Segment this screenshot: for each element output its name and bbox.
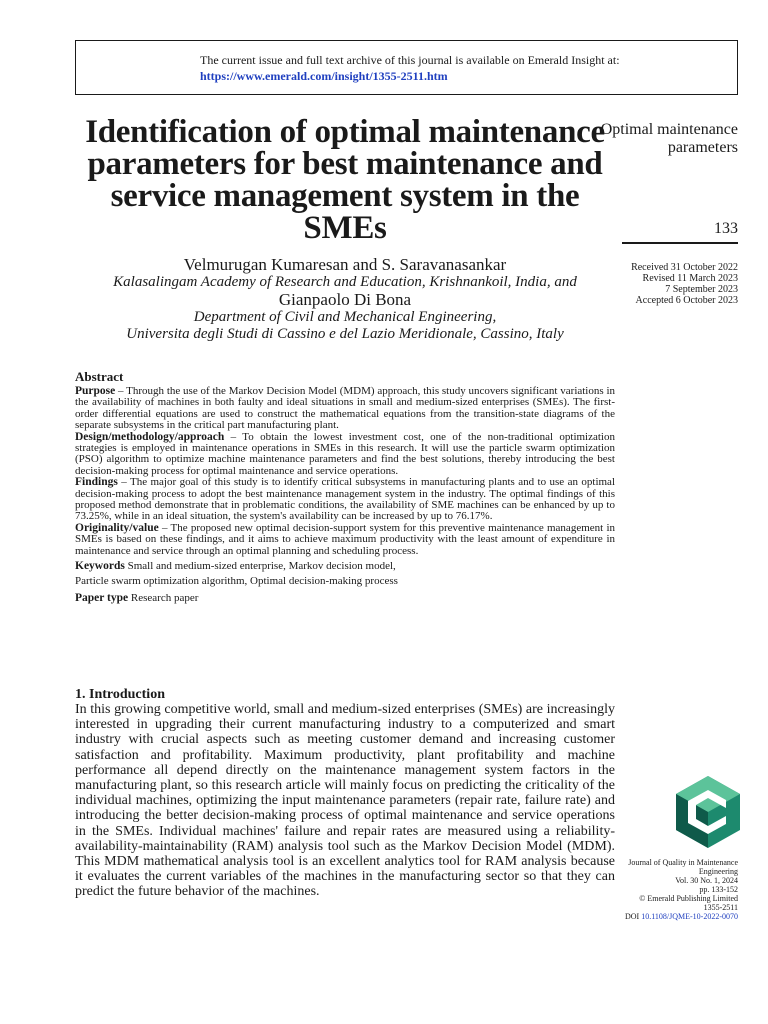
author-affiliation-2b: Universita degli Studi di Cassino e del Lazio Meridionale, Cassino, Italy: [126, 326, 564, 342]
abstract-purpose: [75, 386, 615, 432]
journal-info: [608, 858, 738, 921]
author-affiliation-2: Department of Civil and Mechanical Engineering,: [193, 309, 497, 325]
emerald-logo-icon: [676, 776, 740, 848]
abstract-section: [75, 370, 615, 606]
findings-text: – The major goal of this study is to identify critical subsystems in manufacturing plants and to use an optimal decision-making process to adopt the best maintenance management system in the industry. The optimal findings of this proposed method demonstrate that in problematic conditions, the availability of SME machines can be enhanced by up to 73.25%, while in an ideal situation, the system's availability can be increased by up to 76.17%.: [75, 476, 615, 523]
author-names-1: Velmurugan Kumaresan and S. Saravanasankar: [183, 255, 507, 274]
design-label: Design/methodology/approach: [75, 430, 225, 443]
originality-label: Originality/value: [75, 521, 159, 534]
author-affiliation-1: Kalasalingam Academy of Research and Education, Krishnankoil, India, and: [113, 274, 577, 290]
purpose-text: – Through the use of the Markov Decision Model (MDM) approach, this study uncovers significant variations in the availability of machines in both faulty and ideal situations in small and medium-sized enterprises (SMEs). The first-order differential equations are used to construct the mathematical equations from the transition-state diagrams of the separate subsystems in the critical part manufacturing plant.: [75, 385, 615, 432]
abstract-paper-type: [75, 591, 615, 606]
article-dates: [578, 262, 738, 306]
journal-notice-box: [75, 40, 738, 95]
abstract-design: [75, 432, 615, 478]
paper-type-label: Paper type: [75, 592, 129, 605]
abstract-originality: [75, 523, 615, 557]
introduction-heading: 1. Introduction: [75, 687, 165, 702]
doi-label: DOI: [624, 912, 640, 921]
authors-block: [75, 256, 615, 343]
paper-type-text: Research paper: [128, 592, 199, 605]
journal-archive-link[interactable]: https://www.emerald.com/insight/1355-2511.htm: [200, 69, 448, 83]
findings-label: Findings: [75, 476, 118, 489]
purpose-label: Purpose: [75, 385, 116, 397]
date-received: Received 31 October 2022: [631, 262, 738, 273]
page-number: 133: [622, 220, 738, 244]
abstract-findings: [75, 477, 615, 523]
article-title: Identification of optimal maintenance parameters for best maintenance and service management system in the SMEs: [85, 114, 605, 246]
introduction-section: [75, 687, 615, 900]
doi-link[interactable]: 10.1108/JQME-10-2022-0070: [641, 912, 738, 921]
keywords-text-2: Particle swarm optimization algorithm, Optimal decision-making process: [75, 575, 398, 588]
author-names-2: Gianpaolo Di Bona: [278, 290, 412, 309]
running-title: Optimal maintenance parameters: [600, 121, 738, 156]
keywords-label: Keywords: [75, 560, 125, 573]
originality-text: – The proposed new optimal decision-support system for this preventive maintenance management in SMEs is based on these findings, and it aims to achieve maximum productivity with the least amount of expenditure in maintenance and service through an optimal planning and scheduling process.: [75, 521, 615, 557]
design-text: – To obtain the lowest investment cost, one of the non-traditional optimization strategies is employed in maintenance operations in SMEs in this research. It will use the particle swarm optimization (PSO) algorithm to optimize machine maintenance parameters and find the best solutions, thereby introducing the best decision-making process for optimal maintenance and service operations.: [75, 430, 615, 477]
date-revised: Revised 11 March 2023: [642, 273, 738, 284]
date-accepted: Accepted 6 October 2023: [635, 295, 738, 306]
journal-doi: [608, 912, 738, 921]
abstract-heading: Abstract: [75, 369, 124, 384]
journal-volume: Vol. 30 No. 1, 2024: [675, 876, 738, 885]
notice-text: The current issue and full text archive of this journal is available on Emerald Insight at:: [200, 53, 620, 67]
journal-publisher: © Emerald Publishing Limited: [639, 894, 738, 903]
abstract-keywords: [75, 559, 615, 589]
journal-pages: pp. 133-152: [699, 885, 738, 894]
date-revised-2: 7 September 2023: [665, 284, 738, 295]
keywords-text-1: Small and medium-sized enterprise, Markov decision model,: [124, 560, 396, 573]
introduction-body: In this growing competitive world, small and medium-sized enterprises (SMEs) are increasingly interested in upgrading their current manufacturing industry to a computerized and smart industry with crucial aspects such as meeting customer demand and increasing customer satisfaction and profitability. Maximum productivity, plant profitability and machine performance all depend directly on the maintenance management system factors in the manufacturing plant, so this research article will mainly focus on predicting the criticality of the individual machines, optimizing the input maintenance parameters (repair rate, failure rate) and introducing the better decision-making process of optimal maintenance and service operations in the SMEs. Individual machines' failure and repair rates are measured using a reliability-availability-maintainability (RAM) analysis tool such as the Markov Decision Model (MDM). This MDM mathematical analysis tool is an excellent analytics tool for RAM analysis because it evaluates the current variables of the machines in the manufacturing sector so that they can predict the future behavior of the machines.: [75, 702, 615, 900]
journal-issn: 1355-2511: [703, 903, 738, 912]
journal-name: Journal of Quality in Maintenance Engineering: [628, 858, 738, 876]
